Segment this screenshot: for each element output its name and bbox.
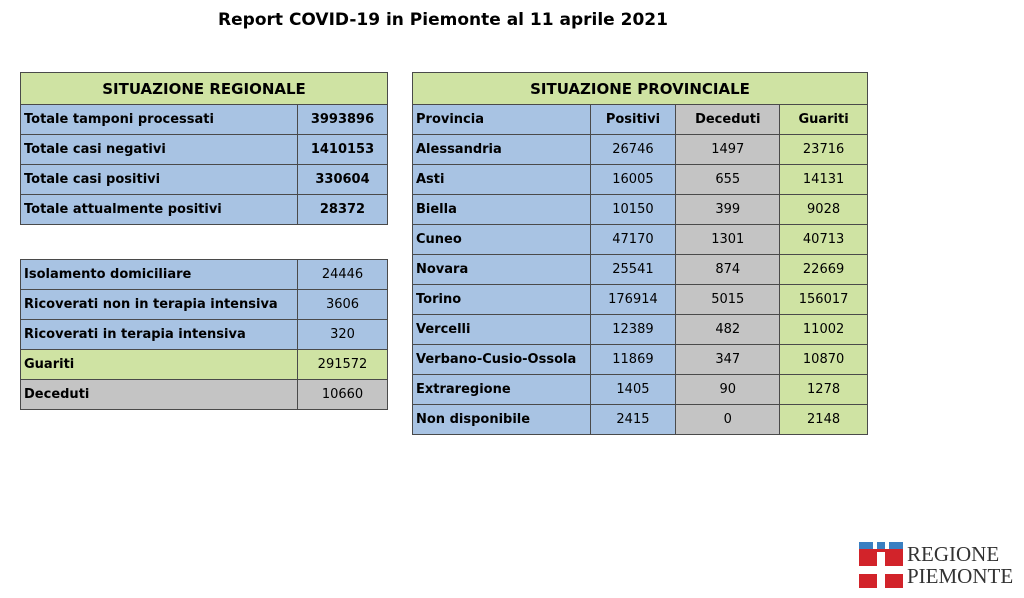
regione-piemonte-logo bbox=[859, 542, 1019, 590]
province-deceduti: 5015 bbox=[676, 285, 780, 315]
row-value: 24446 bbox=[298, 260, 388, 290]
table-row bbox=[413, 285, 868, 315]
row-value: 28372 bbox=[298, 195, 388, 225]
row-label: Ricoverati in terapia intensiva bbox=[21, 320, 298, 350]
table-row bbox=[413, 315, 868, 345]
provincial-table bbox=[412, 72, 868, 435]
province-deceduti: 1497 bbox=[676, 135, 780, 165]
province-name: Torino bbox=[413, 285, 591, 315]
table-row bbox=[21, 350, 388, 380]
logo-text bbox=[907, 543, 1013, 587]
province-positivi: 10150 bbox=[590, 195, 676, 225]
logo-line1: REGIONE bbox=[907, 542, 1000, 566]
province-positivi: 2415 bbox=[590, 405, 676, 435]
table-row bbox=[21, 105, 388, 135]
row-label: Deceduti bbox=[21, 380, 298, 410]
table-row bbox=[21, 290, 388, 320]
row-value: 1410153 bbox=[298, 135, 388, 165]
row-label: Totale casi positivi bbox=[21, 165, 298, 195]
row-label: Totale tamponi processati bbox=[21, 105, 298, 135]
table-row bbox=[413, 195, 868, 225]
province-guariti: 22669 bbox=[780, 255, 868, 285]
province-name: Asti bbox=[413, 165, 591, 195]
row-label: Totale attualmente positivi bbox=[21, 195, 298, 225]
province-deceduti: 1301 bbox=[676, 225, 780, 255]
table-row bbox=[21, 135, 388, 165]
province-guariti: 2148 bbox=[780, 405, 868, 435]
logo-line2: PIEMONTE bbox=[907, 564, 1014, 588]
province-name: Extraregione bbox=[413, 375, 591, 405]
province-name: Biella bbox=[413, 195, 591, 225]
col-guariti: Guariti bbox=[780, 105, 868, 135]
province-deceduti: 874 bbox=[676, 255, 780, 285]
province-positivi: 11869 bbox=[590, 345, 676, 375]
province-guariti: 40713 bbox=[780, 225, 868, 255]
table-row bbox=[413, 345, 868, 375]
province-name: Vercelli bbox=[413, 315, 591, 345]
row-label: Totale casi negativi bbox=[21, 135, 298, 165]
province-deceduti: 0 bbox=[676, 405, 780, 435]
table-row bbox=[21, 165, 388, 195]
table-row bbox=[413, 165, 868, 195]
province-deceduti: 399 bbox=[676, 195, 780, 225]
province-guariti: 1278 bbox=[780, 375, 868, 405]
piemonte-emblem-icon bbox=[859, 542, 903, 588]
province-deceduti: 90 bbox=[676, 375, 780, 405]
province-guariti: 14131 bbox=[780, 165, 868, 195]
row-value: 10660 bbox=[298, 380, 388, 410]
row-label: Ricoverati non in terapia intensiva bbox=[21, 290, 298, 320]
province-name: Cuneo bbox=[413, 225, 591, 255]
row-label: Isolamento domiciliare bbox=[21, 260, 298, 290]
province-positivi: 16005 bbox=[590, 165, 676, 195]
table-row bbox=[413, 375, 868, 405]
row-value: 320 bbox=[298, 320, 388, 350]
col-positivi: Positivi bbox=[590, 105, 676, 135]
province-deceduti: 482 bbox=[676, 315, 780, 345]
province-positivi: 1405 bbox=[590, 375, 676, 405]
province-guariti: 10870 bbox=[780, 345, 868, 375]
province-positivi: 47170 bbox=[590, 225, 676, 255]
table-row bbox=[413, 255, 868, 285]
table-row bbox=[413, 135, 868, 165]
table-row bbox=[413, 225, 868, 255]
province-guariti: 11002 bbox=[780, 315, 868, 345]
col-provincia: Provincia bbox=[413, 105, 591, 135]
province-deceduti: 347 bbox=[676, 345, 780, 375]
table-row bbox=[21, 260, 388, 290]
regional-summary-table bbox=[20, 72, 388, 225]
province-name: Alessandria bbox=[413, 135, 591, 165]
row-label: Guariti bbox=[21, 350, 298, 380]
province-guariti: 9028 bbox=[780, 195, 868, 225]
regional-detail-table bbox=[20, 259, 388, 410]
province-positivi: 176914 bbox=[590, 285, 676, 315]
table-row bbox=[413, 405, 868, 435]
row-value: 330604 bbox=[298, 165, 388, 195]
table-row bbox=[21, 195, 388, 225]
regional-header: SITUAZIONE REGIONALE bbox=[21, 73, 388, 105]
table-row bbox=[21, 320, 388, 350]
row-value: 291572 bbox=[298, 350, 388, 380]
report-title: Report COVID-19 in Piemonte al 11 aprile 2021 bbox=[218, 10, 668, 30]
provincial-header: SITUAZIONE PROVINCIALE bbox=[413, 73, 868, 105]
row-value: 3606 bbox=[298, 290, 388, 320]
province-positivi: 25541 bbox=[590, 255, 676, 285]
col-deceduti: Deceduti bbox=[676, 105, 780, 135]
row-value: 3993896 bbox=[298, 105, 388, 135]
provincial-column-headers bbox=[413, 105, 868, 135]
province-deceduti: 655 bbox=[676, 165, 780, 195]
province-guariti: 23716 bbox=[780, 135, 868, 165]
province-guariti: 156017 bbox=[780, 285, 868, 315]
province-name: Non disponibile bbox=[413, 405, 591, 435]
province-positivi: 26746 bbox=[590, 135, 676, 165]
province-positivi: 12389 bbox=[590, 315, 676, 345]
table-row bbox=[21, 380, 388, 410]
province-name: Verbano-Cusio-Ossola bbox=[413, 345, 591, 375]
province-name: Novara bbox=[413, 255, 591, 285]
